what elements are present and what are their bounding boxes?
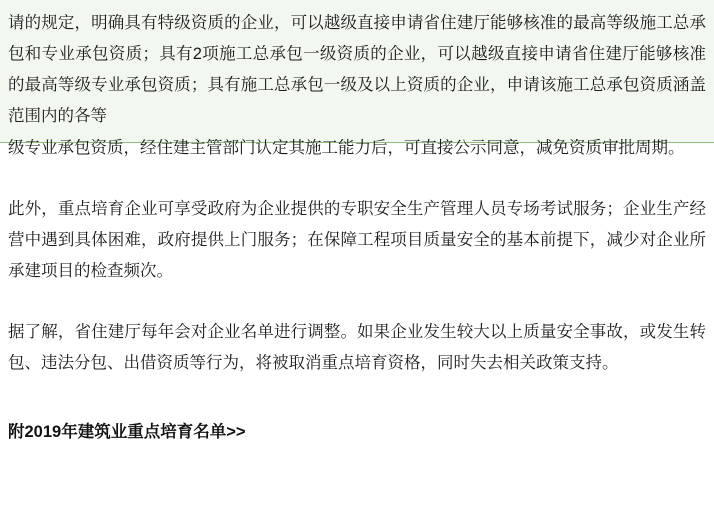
- attachment-link[interactable]: [8, 417, 706, 447]
- attachment-link-text[interactable]: 附2019年建筑业重点培育名单>>: [8, 423, 246, 441]
- highlighted-text-block[interactable]: [0, 0, 714, 143]
- paragraph-annual-adjustment: 据了解，省住建厅每年会对企业名单进行调整。如果企业发生较大以上质量安全事故，或发生转包、违法分包、出借资质等行为，将被取消重点培育资格，同时失去相关政策支持。: [8, 323, 706, 372]
- paragraph-continuation: 级专业承包资质，经住建主管部门认定其施工能力后，可直接公示同意，减免资质审批周期。: [8, 139, 685, 157]
- paragraph-additional-policies: 此外，重点培育企业可享受政府为企业提供的专职安全生产管理人员专场考试服务；企业生产经营中遇到具体困难，政府提供上门服务；在保障工程项目质量安全的基本前提下，减少对企业所承建项目的检查频次。: [8, 200, 706, 280]
- document-body: [0, 127, 714, 447]
- paragraph-highlighted: 请的规定，明确具有特级资质的企业，可以越级直接申请省住建厅能够核准的最高等级施工总承包和专业承包资质；具有2项施工总承包一级资质的企业，可以越级直接申请省住建厅能够核准的最高等级专业承包资质；具有施工总承包一级及以上资质的企业，申请该施工总承包资质涵盖范围内的各等: [8, 14, 706, 125]
